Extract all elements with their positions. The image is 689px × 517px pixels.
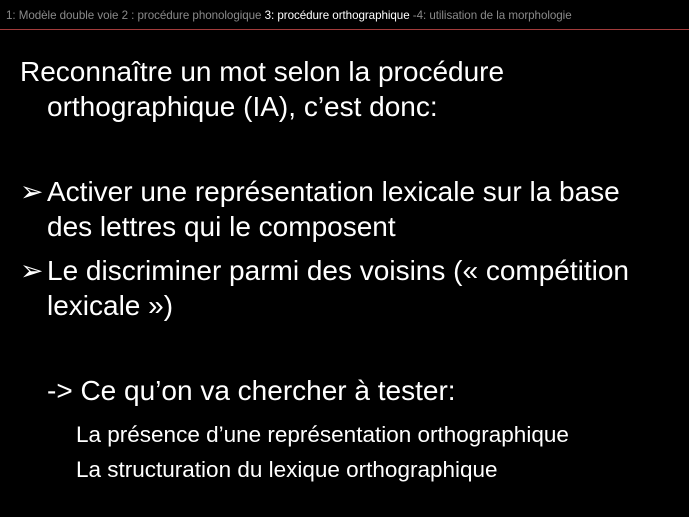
- bullet-2-line-2: lexicale »): [47, 290, 174, 321]
- intro-line-2: orthographique (IA), c’est donc:: [47, 91, 438, 122]
- test-heading: -> Ce qu’on va chercher à tester:: [47, 375, 456, 406]
- bullet-1-line-2: des lettres qui le composent: [47, 211, 396, 242]
- arrow-bullet-icon: ➢: [20, 255, 44, 286]
- nav-item-procedure-phonologique[interactable]: 2 : procédure phonologique: [121, 9, 262, 22]
- nav-divider: [0, 29, 689, 30]
- nav-item-procedure-orthographique[interactable]: 3: procédure orthographique: [264, 9, 410, 22]
- arrow-bullet-icon: ➢: [20, 176, 44, 207]
- test-item-1: La présence d’une représentation orthographique: [76, 422, 569, 447]
- nav-item-morphologie[interactable]: -4: utilisation de la morphologie: [412, 9, 572, 22]
- bullet-2-line-1: Le discriminer parmi des voisins (« compétition: [47, 255, 629, 286]
- section-navigation: [6, 9, 686, 22]
- test-item-2: La structuration du lexique orthographique: [76, 457, 498, 482]
- nav-item-modele-double-voie[interactable]: 1: Modèle double voie: [6, 9, 119, 22]
- bullet-1-line-1: Activer une représentation lexicale sur la base: [47, 176, 620, 207]
- intro-line-1: Reconnaître un mot selon la procédure: [20, 56, 505, 87]
